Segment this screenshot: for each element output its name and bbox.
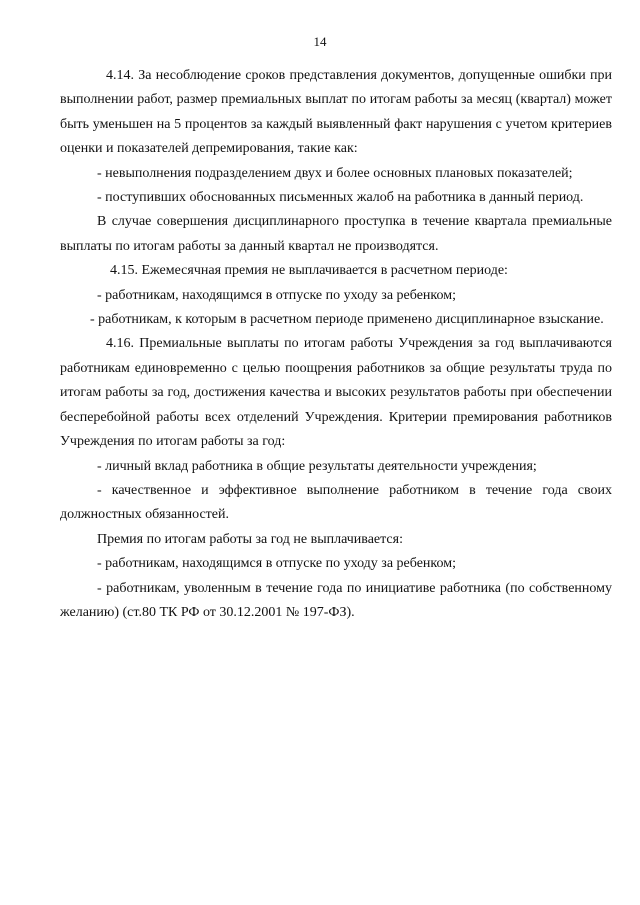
document-body — [60, 64, 612, 625]
list-item-personal-contribution: - личный вклад работника в общие результаты деятельности учреждения; — [97, 458, 537, 474]
paragraph-4-14: 4.14. За несоблюдение сроков представления документов, допущенные ошибки при выполнении работ, размер премиальных выплат по итогам работы за месяц (квартал) может быть уменьшен на 5 процентов за каждый выявленный факт нарушения с учетом критериев оценки и показателей депремирования, такие как: — [60, 68, 612, 157]
list-item-complaints: - поступивших обоснованных письменных жалоб на работника в данный период. — [97, 190, 584, 206]
list-item-disciplinary-sanction: - работникам, к которым в расчетном периоде применено дисциплинарное взыскание. — [90, 312, 604, 328]
list-item-quality-performance: - качественное и эффективное выполнение работником в течение года своих должностных обязанностей. — [60, 482, 612, 523]
list-item-annual-parental-leave: - работникам, находящимся в отпуске по уходу за ребенком; — [97, 556, 456, 572]
list-item-parental-leave: - работникам, находящимся в отпуске по уходу за ребенком; — [97, 287, 456, 303]
list-item-plan-indicators: - невыполнения подразделением двух и более основных плановых показателей; — [97, 165, 573, 181]
paragraph-4-15: 4.15. Ежемесячная премия не выплачивается в расчетном периоде: — [110, 263, 508, 279]
paragraph-annual-bonus-not-paid: Премия по итогам работы за год не выплачивается: — [97, 531, 403, 547]
list-item-dismissed-own-will: - работникам, уволенным в течение года по инициативе работника (по собственному желанию) (ст.80 ТК РФ от 30.12.2001 № 197-ФЗ). — [60, 580, 612, 620]
page-number: 14 — [313, 34, 327, 49]
paragraph-disciplinary-offense: В случае совершения дисциплинарного проступка в течение квартала премиальные выплаты по итогам работы за данный квартал не производятся. — [60, 214, 612, 254]
paragraph-4-16: 4.16. Премиальные выплаты по итогам работы Учреждения за год выплачиваются работникам единовременно с целью поощрения работников за общие результаты труда по итогам работы за год, достижения качества и высоких результатов работы при обеспечении бесперебойной работы всех отделений Учреждения. Критерии премирования работников Учреждения по итогам работы за год: — [60, 336, 612, 450]
